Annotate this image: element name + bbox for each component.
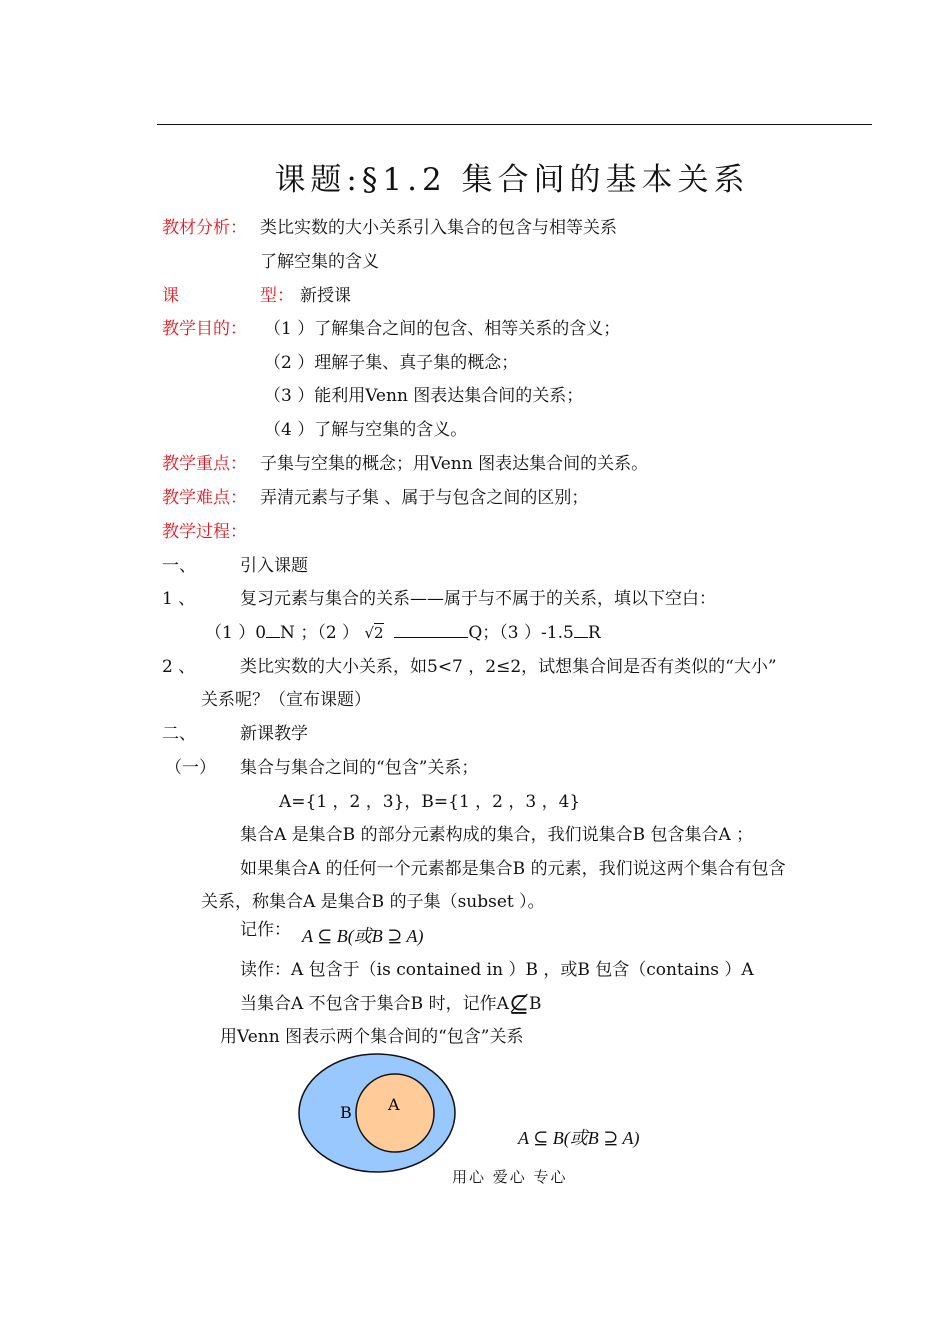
goal-item: （3 ）能利用Venn 图表达集合间的关系； bbox=[264, 386, 584, 406]
notation-formula: A ⊆ B(或B ⊇ A) bbox=[302, 926, 424, 946]
header-rule bbox=[157, 124, 872, 125]
analysis-line1: 类比实数的大小关系引入集合的包含与相等关系 bbox=[260, 218, 617, 238]
key-points-value: 子集与空集的概念；用Venn 图表达集合间的关系。 bbox=[260, 454, 649, 474]
desc1: 集合A 是集合B 的部分元素构成的集合，我们说集合B 包含集合A ； bbox=[240, 825, 754, 845]
goal-item: （2 ）理解子集、真子集的概念； bbox=[264, 353, 519, 373]
notation-label: 记作： bbox=[240, 920, 291, 940]
sqrt-sign: √ bbox=[364, 624, 375, 642]
section2-num: 二、 bbox=[162, 724, 196, 744]
reading: 读作：A 包含于（is contained in ）B ，或B 包含（contains ）A bbox=[240, 960, 754, 980]
goals-label: 教学目的： bbox=[162, 319, 247, 339]
lesson-type-label2: 型： bbox=[260, 286, 294, 306]
fill-blanks bbox=[205, 622, 601, 644]
not-subset-symbol: ⊈ bbox=[508, 990, 529, 1018]
item1-text: 复习元素与集合的关系——属于与不属于的关系，填以下空白： bbox=[240, 589, 716, 609]
difficulties-value: 弄清元素与子集 、属于与包含之间的区别； bbox=[260, 488, 589, 508]
venn-formula: A ⊆ B(或B ⊇ A) bbox=[518, 1128, 640, 1148]
page-footer: 用心 爱心 专心 bbox=[452, 1168, 568, 1186]
section1-num: 一、 bbox=[162, 556, 196, 576]
lesson-type-value: 新授课 bbox=[300, 286, 351, 306]
sub1-title: 集合与集合之间的“包含”关系； bbox=[240, 758, 479, 778]
process-label: 教学过程： bbox=[162, 522, 247, 542]
desc2: 如果集合A 的任何一个元素都是集合B 的元素，我们说这两个集合有包含 bbox=[240, 859, 786, 879]
fill-part4: R bbox=[587, 623, 601, 643]
fill-part3: Q；（3 ）-1.5 bbox=[468, 623, 574, 643]
not-contained-tail: B bbox=[528, 994, 542, 1014]
goal-item: （4 ）了解与空集的含义。 bbox=[264, 420, 468, 440]
lesson-type-label1: 课 bbox=[162, 286, 179, 306]
difficulties-label: 教学难点： bbox=[162, 488, 247, 508]
blank bbox=[574, 623, 588, 638]
fill-part2: N ；（2 ） bbox=[280, 623, 360, 643]
blank bbox=[266, 623, 280, 638]
page-title: 课题:§1.2 集合间的基本关系 bbox=[274, 162, 750, 198]
section2-title: 新课教学 bbox=[240, 724, 308, 744]
venn-outer-label: B bbox=[340, 1103, 352, 1122]
analysis-line2: 了解空集的含义 bbox=[260, 252, 379, 272]
item2-cont: 关系呢？（宣布课题） bbox=[201, 690, 371, 710]
blank bbox=[394, 623, 468, 638]
venn-intro: 用Venn 图表示两个集合间的“包含”关系 bbox=[220, 1027, 524, 1047]
key-points-label: 教学重点： bbox=[162, 454, 247, 474]
item1-num: 1 、 bbox=[162, 589, 196, 609]
desc2b: 关系，称集合A 是集合B 的子集（subset ）。 bbox=[201, 892, 545, 912]
sqrt-value: 2 bbox=[374, 624, 384, 642]
not-contained bbox=[240, 990, 542, 1018]
sub1-num: （一） bbox=[165, 758, 216, 778]
venn-inner-label: A bbox=[388, 1095, 400, 1114]
goal-item: （1 ）了解集合之间的包含、相等关系的含义； bbox=[264, 319, 621, 339]
section1-title: 引入课题 bbox=[240, 556, 308, 576]
venn-diagram bbox=[290, 1052, 470, 1176]
not-contained-text: 当集合A 不包含于集合B 时，记作A bbox=[240, 994, 509, 1014]
sets-example: A={1 ，2 ，3}，B={1 ，2 ，3 ，4} bbox=[279, 792, 581, 812]
item2-text: 类比实数的大小关系，如5<7 ，2≤2，试想集合间是否有类似的“大小” bbox=[240, 657, 777, 677]
item2-num: 2 、 bbox=[162, 657, 196, 677]
fill-part1: （1 ）0 bbox=[205, 623, 267, 643]
analysis-label: 教材分析： bbox=[162, 218, 247, 238]
